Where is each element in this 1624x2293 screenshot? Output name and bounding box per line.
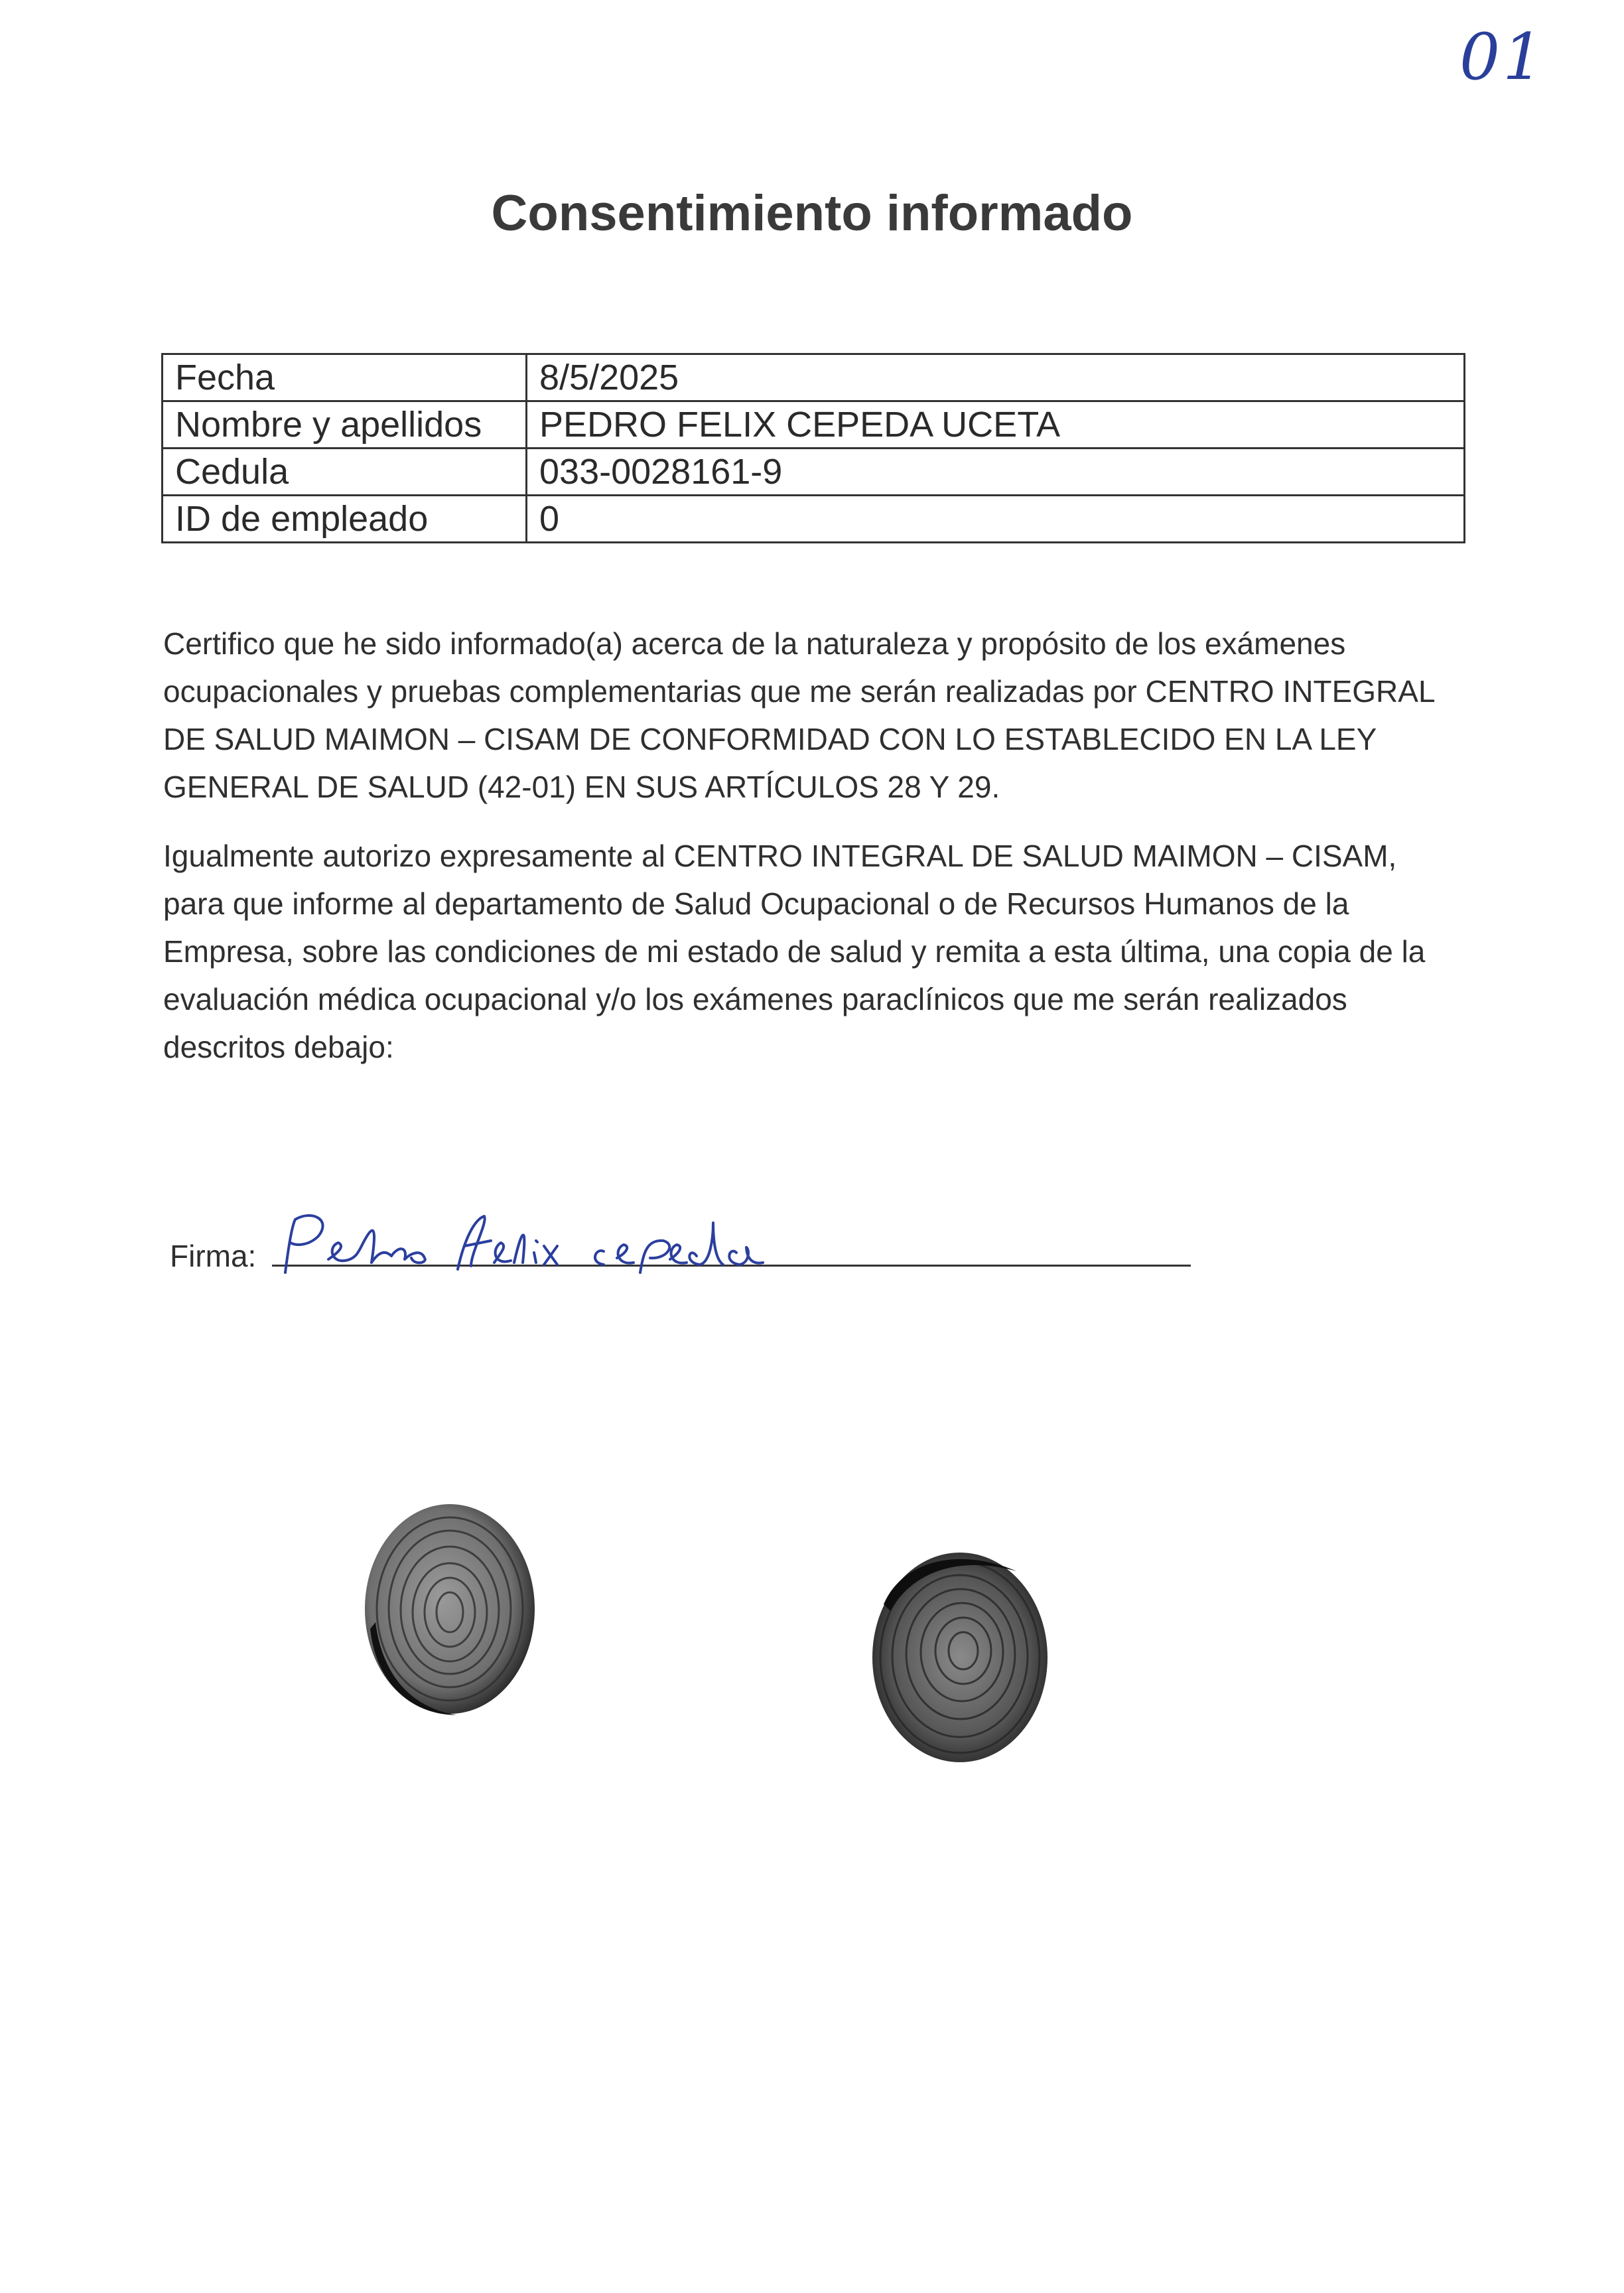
nombre-label: Nombre y apellidos	[163, 401, 527, 449]
id-empleado-label: ID de empleado	[163, 496, 527, 543]
info-table	[161, 353, 1465, 543]
table-row	[163, 401, 1465, 449]
fingerprint-right	[864, 1545, 1056, 1770]
cedula-value: 033-0028161-9	[527, 449, 1465, 496]
handwritten-signature	[272, 1200, 816, 1286]
fecha-value: 8/5/2025	[527, 354, 1465, 401]
fingerprint-left	[357, 1496, 543, 1722]
id-empleado-value: 0	[527, 496, 1465, 543]
table-row	[163, 354, 1465, 401]
certification-paragraph: Certifico que he sido informado(a) acerca de la naturaleza y propósito de los exámenes ocupacionales y pruebas complementarias que me serán realizadas por CENTRO INTEGRAL DE SALUD MAIMON – CISAM DE CONFORMIDAD CON LO ESTABLECIDO EN LA LEY GENERAL DE SALUD (42-01) EN SUS ARTÍCULOS 28 Y 29.	[163, 626, 1434, 804]
table-row	[163, 496, 1465, 543]
fecha-label: Fecha	[163, 354, 527, 401]
authorization-paragraph: Igualmente autorizo expresamente al CENTRO INTEGRAL DE SALUD MAIMON – CISAM, para que informe al departamento de Salud Ocupacional o de Recursos Humanos de la Empresa, sobre las condiciones de mi estado de salud y remita a esta última, una copia de la evaluación médica ocupacional y/o los exámenes paraclínicos que me serán realizados descritos debajo:	[163, 839, 1426, 1064]
signature-label: Firma:	[170, 1239, 257, 1273]
nombre-value: PEDRO FELIX CEPEDA UCETA	[527, 401, 1465, 449]
page-number: 01	[1459, 20, 1546, 94]
cedula-label: Cedula	[163, 449, 527, 496]
document-title: Consentimiento informado	[491, 185, 1133, 242]
table-row	[163, 449, 1465, 496]
